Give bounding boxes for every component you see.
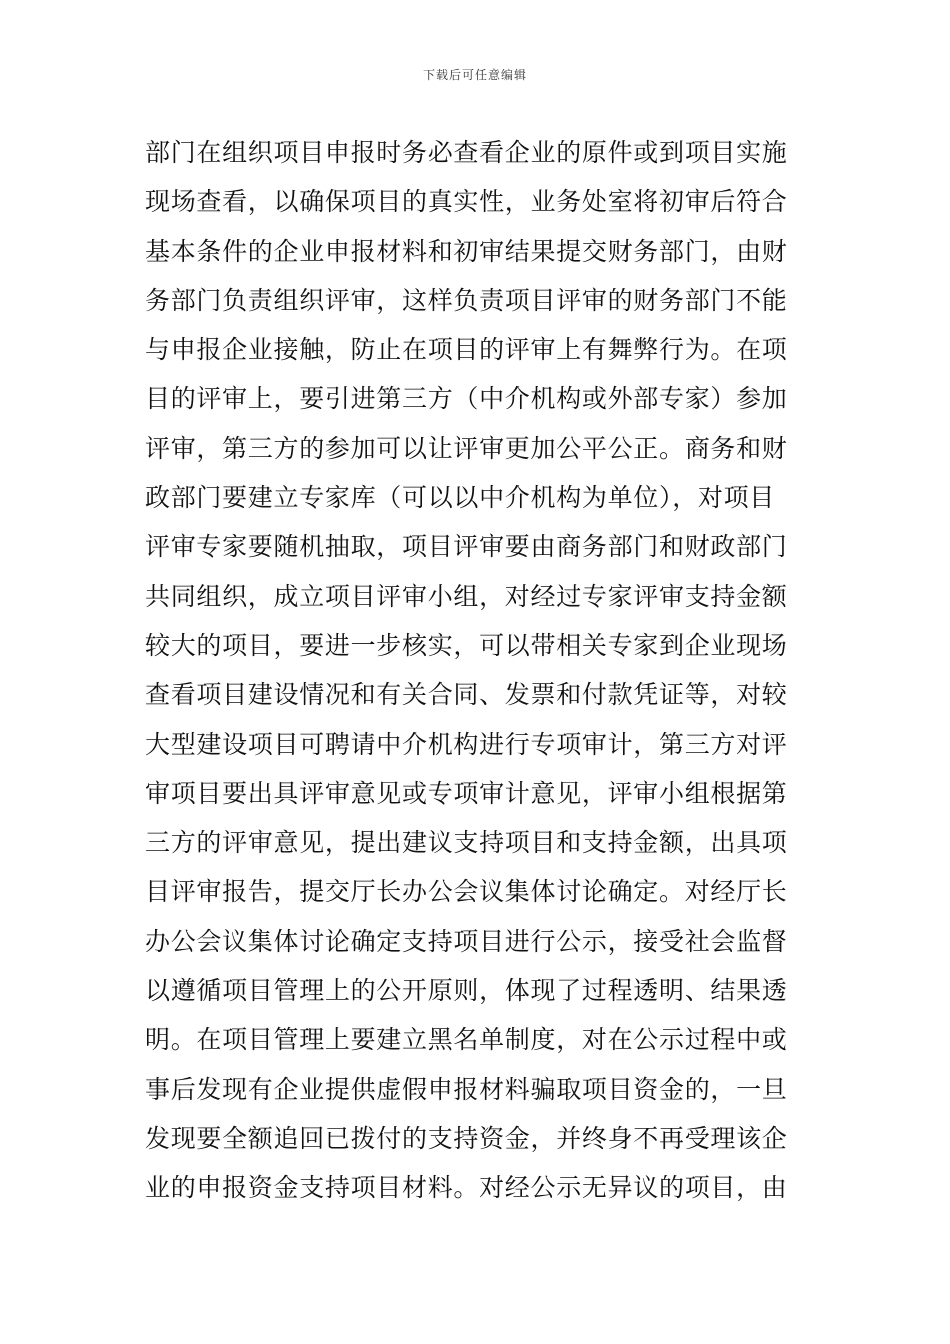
body-paragraph: [145, 128, 815, 1213]
text-line: 评审，第三方的参加可以让评审更加公平公正。商务和财: [145, 433, 788, 463]
text-line: 目评审报告，提交厅长办公会议集体讨论确定。对经厅长: [145, 877, 788, 907]
text-line: 目的评审上，要引进第三方（中介机构或外部专家）参加: [145, 384, 788, 414]
text-line: 业的申报资金支持项目材料。对经公示无异议的项目，由: [145, 1173, 788, 1203]
text-line: 大型建设项目可聘请中介机构进行专项审计，第三方对评: [145, 729, 788, 759]
text-line: 部门在组织项目申报时务必查看企业的原件或到项目实施: [145, 138, 788, 167]
text-line: 共同组织，成立项目评审小组，对经过专家评审支持金额: [145, 581, 788, 611]
text-line: 评审专家要随机抽取，项目评审要由商务部门和财政部门: [145, 532, 788, 562]
header-note: 下载后可任意编辑: [422, 68, 527, 82]
text-line: 办公会议集体讨论确定支持项目进行公示，接受社会监督: [145, 926, 788, 956]
text-line: 发现要全额追回已拨付的支持资金，并终身不再受理该企: [145, 1123, 788, 1153]
text-line: 三方的评审意见，提出建议支持项目和支持金额，出具项: [145, 828, 788, 858]
text-line: 查看项目建设情况和有关合同、发票和付款凭证等，对较: [145, 680, 788, 710]
text-line: 审项目要出具评审意见或专项审计意见，评审小组根据第: [145, 778, 788, 808]
text-line: 事后发现有企业提供虚假申报材料骗取项目资金的，一旦: [145, 1074, 788, 1104]
text-line: 明。在项目管理上要建立黑名单制度，对在公示过程中或: [145, 1025, 788, 1055]
text-line: 以遵循项目管理上的公开原则，体现了过程透明、结果透: [145, 976, 788, 1006]
text-line: 基本条件的企业申报材料和初审结果提交财务部门，由财: [145, 236, 788, 266]
text-line: 与申报企业接触，防止在项目的评审上有舞弊行为。在项: [145, 335, 788, 365]
text-line: 现场查看，以确保项目的真实性，业务处室将初审后符合: [145, 187, 788, 217]
text-line: 较大的项目，要进一步核实，可以带相关专家到企业现场: [145, 630, 788, 660]
text-line: 政部门要建立专家库（可以以中介机构为单位），对项目: [145, 483, 776, 513]
text-line: 务部门负责组织评审，这样负责项目评审的财务部门不能: [145, 285, 788, 315]
